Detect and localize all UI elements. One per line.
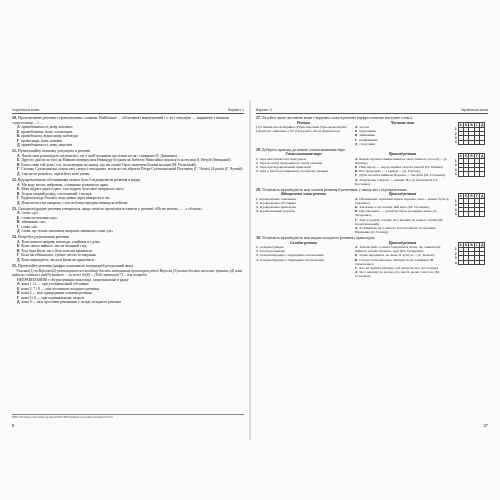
item-letter: А	[355, 196, 358, 201]
right-item: Д Ходили ми, а відтак — ріками. Ну, на бальзамі їх (Л. Костенко).	[355, 177, 438, 186]
grid-row-label: 2	[454, 251, 457, 256]
grid-container	[454, 241, 488, 279]
item-letter: Б	[355, 205, 358, 210]
grid-row-label: 4	[454, 172, 457, 177]
answer-option: В займенник «ні»	[17, 220, 46, 225]
answer-grid	[454, 122, 485, 146]
option-letter: Г	[17, 295, 20, 300]
grid-row-label: 4	[454, 212, 457, 217]
question-number: 20.	[12, 116, 17, 120]
grid-row-label: 1	[454, 127, 457, 132]
left-column	[256, 241, 351, 279]
part-of-speech: В займенник	[355, 133, 376, 138]
right-column-title: Приклад речення	[388, 240, 417, 245]
answer-option: Г кома 5 і 6 — при порівняльному звороті	[17, 295, 85, 300]
answer-option: Д Коли вирощують, ми далі йшли як працювати.	[17, 257, 95, 262]
option-letter: Б	[17, 129, 20, 134]
grid-column-label: Б	[464, 242, 468, 247]
option-letter: Д	[17, 300, 20, 305]
right-column	[355, 121, 450, 146]
grid-answer-cell[interactable]	[480, 212, 485, 216]
grid-column-label: В	[470, 122, 473, 127]
left-header-variant: Варіант 1	[228, 108, 244, 112]
sentence-text: (1)3 Аннні-силою Барвіна (2)був підесини (3)не вилятовуйте (4)кнізлої, тривожно з біг (5)ладового місце (6)відсилом.	[256, 125, 347, 134]
grid-answer-cell[interactable]	[480, 140, 485, 144]
answer-option: А Часом мені розповідать так вчитись, що у моїй починали ми тільки після і сіяннями (О. Довженко).	[17, 153, 178, 158]
question-number: 25.	[12, 264, 17, 269]
grid-column-label: Д	[481, 194, 484, 199]
question-number: 30.	[256, 236, 261, 241]
item-number: 2	[256, 249, 258, 254]
option-letter: Д	[17, 257, 20, 262]
answer-option: В правобічнощ, відносному, наблюдає	[17, 134, 79, 139]
option-letter: А	[17, 239, 20, 244]
answer-option: Г слово «ні»	[17, 224, 38, 229]
left-item: 4 тире у безсполучниковому складному реченні	[256, 169, 329, 174]
option-letter: Б	[17, 215, 20, 220]
grid-column-label: Д	[481, 242, 484, 247]
item-letter: Д	[355, 141, 358, 146]
left-question-list	[12, 116, 244, 305]
grid-container	[454, 192, 488, 234]
right-item: Б Я вже народився, не знаю, й чути до ... (С. Кожан).	[355, 253, 435, 258]
item-letter: А	[355, 156, 358, 161]
grid-row-label: 2	[454, 203, 457, 208]
grid-column-label: В	[470, 154, 473, 159]
answer-option: Д Вона шелестіла хмарами, і згасли безпосередньо вимкнула пейзажі.	[17, 200, 129, 205]
answer-option: Б Мені відуют одного-двох, а не відразу було миті вечірнього світу.	[17, 187, 125, 192]
question	[12, 149, 244, 176]
item-number: 1	[256, 245, 258, 250]
item-letter: В	[355, 133, 358, 138]
option-letter: А	[17, 182, 20, 187]
right-item: А Захопи байт сучасна тавернітися пісня, що з'явилася й вийшла, нехай гомонять, щоб (Ю. Гутипенко).	[355, 245, 441, 254]
item-number: 1	[256, 196, 258, 201]
left-column-title: Речення	[297, 120, 310, 125]
answer-grid	[454, 193, 485, 217]
right-item: А Кожне художнє явище вимагає свого певного способу ... (І. Франко).	[355, 156, 448, 165]
right-item: А Пісеньками, терпкими немов черемха, наш ... кожен бути (С. Гудзенко).	[355, 196, 450, 205]
item-number: 2	[256, 200, 258, 205]
answer-option: Д правобічнимості, мову, нацелеїв	[17, 143, 73, 148]
answer-option: Б кома 3, 7 і 8 — між частинами складного речення	[17, 286, 100, 291]
item-letter: Г	[355, 266, 358, 271]
page-number-left: 6	[12, 423, 15, 428]
answer-option: Г Стоянку Сухомлинські тільки свої спокусі почорнимо, котла не так зброяти Петра Сухомлинський Полтавою (С. Чутка) 24 рокіп (Г. Чуткий).	[17, 167, 244, 172]
left-column	[256, 152, 351, 186]
right-column-title: Частина мови	[390, 120, 415, 125]
question-stem: 27.З'ясуйте, якою частиною мови є виділені слова в реченні (цифра позначає наступне слово).	[256, 116, 413, 120]
item-letter: Б	[355, 253, 358, 258]
left-running-header	[12, 108, 244, 114]
part-of-speech: Г прийменник	[355, 137, 378, 142]
right-column	[355, 241, 450, 279]
item-letter: В	[355, 257, 358, 262]
grid-row-label: 4	[454, 260, 457, 265]
item-letter: Д	[355, 177, 358, 182]
left-item: 3 тире при відокремленій прикладці	[256, 165, 311, 170]
item-number: 2	[256, 160, 258, 165]
right-running-header	[256, 108, 488, 114]
left-item: 1 складносурядне	[256, 245, 284, 250]
question	[12, 178, 244, 205]
option-letter: Г	[17, 253, 20, 258]
grid-column-label: Д	[481, 154, 484, 159]
item-letter: А	[355, 125, 358, 129]
right-item: В Ще спрощено — детектор бягає на ширше місце (А. Загоренко).	[355, 209, 438, 218]
option-letter: Д	[17, 200, 20, 205]
grid-column-label: А	[459, 194, 462, 199]
grid-column-label: В	[470, 194, 473, 199]
part-of-speech: А частка	[355, 125, 370, 129]
item-letter: А	[355, 245, 358, 250]
answer-option: В Тоді буди Коли, що у його колієни пронешли.	[17, 248, 93, 253]
answer-option: А кома 1 і 2 — при уточнювальній обставині	[17, 282, 89, 287]
matching-layout	[256, 192, 488, 234]
right-column	[355, 152, 450, 186]
right-page	[256, 108, 488, 428]
right-item: Г Дуби потомі я вийшов, Березка — пагорби (М. Стельмах).	[355, 173, 447, 178]
grid-row-label: 3	[454, 167, 457, 172]
item-letter: Б	[355, 165, 358, 170]
question	[256, 116, 488, 146]
question-stem: 24.Потребує редагування речення	[12, 235, 69, 240]
grid-column-label: А	[459, 242, 462, 247]
left-column-title: Умови вживання тире	[285, 152, 322, 157]
grid-container	[454, 121, 488, 146]
item-letter: Г	[355, 137, 358, 142]
question	[256, 188, 488, 235]
answer-option: А Ми воду несли, набравши, з повними діжками по ярам.	[17, 182, 109, 187]
answer-option: Г Коли ми обмінялись, тупіше світло та завдання.	[17, 253, 97, 258]
option-letter: Д	[17, 143, 20, 148]
question	[12, 116, 244, 148]
grid-answer-cell[interactable]	[480, 172, 485, 176]
question-stem: 30.Установіть відповідність між видом складного речення і прикладом.	[256, 236, 376, 241]
option-letter: А	[17, 282, 20, 287]
question-number: 21.	[12, 149, 17, 154]
grid-column-label: Г	[475, 154, 478, 159]
answer-option: Г правоганди, коли, наповів	[17, 138, 63, 143]
question-number: 24.	[12, 235, 17, 240]
item-number: 1	[256, 156, 258, 161]
grid-column-label: Г	[475, 242, 478, 247]
right-item: Б Так вами і годі почати, мій вірю (М. Стельмах).	[355, 205, 430, 210]
grid-column-label: Д	[481, 122, 484, 127]
right-question-list	[256, 116, 488, 279]
right-column-title: Приклад речення	[388, 152, 417, 157]
item-letter: Б	[355, 129, 358, 134]
question-number: 27.	[256, 116, 261, 120]
grid-answer-cell[interactable]	[480, 260, 485, 264]
left-column	[256, 121, 351, 146]
question-stem: 20.Пропозитивне речення з правопisними словами: Найбільше ... об'єктивне (виконуваний і т. ін.) ситуацію ..., виражене з іншими строгостями ... і ...	[12, 116, 229, 125]
answer-option: Д слова, що тільки захопився ампроми, навинали слова «де»	[17, 229, 114, 234]
question	[256, 236, 488, 279]
answer-option: Д І ще не не розуміло, скрізь його нові умови.	[17, 171, 91, 176]
grid-column-label: А	[459, 122, 462, 127]
right-item: В Сільці слобохни пане, світарів сісти, я вийшов (В. Симоненко).	[355, 257, 435, 266]
item-letter: В	[355, 169, 358, 174]
answer-grid	[454, 153, 485, 177]
item-number: 3	[256, 205, 258, 210]
page-number-right: 37	[483, 423, 488, 428]
item-letter: В	[355, 209, 358, 214]
left-item: 3 складнопідрядне з підрядним означальним	[256, 253, 324, 258]
question	[256, 148, 488, 186]
answer-grid	[454, 242, 485, 266]
option-letter: В	[17, 162, 20, 167]
option-letter: Б	[17, 187, 20, 192]
answer-option: Б Другого дня після того як Мавкою повернулися Никандру й одним як Ізабеллу Николайко пуклися їх на вулиці (І. Нечуй-Левицький).	[17, 158, 232, 163]
question-stem: 29.Установіть відповідність між членом речення й реченням, у якому він є відокремленим.	[256, 187, 408, 192]
option-letter: Г	[17, 196, 20, 201]
answer-option: В кома 4 — між однорідними членами речення	[17, 291, 92, 296]
right-header-subject: Українська мова	[460, 108, 488, 112]
answer-option: А Коли немало неправу невзгоди, а вийшов я з дому.	[17, 239, 101, 244]
left-item: 2 безсполучникове	[256, 249, 285, 254]
item-letter: Г	[355, 217, 358, 222]
grid-column-label: Г	[475, 122, 478, 127]
left-column-title: Складне речення	[290, 240, 317, 245]
question-stem: 28.Доберіть приклад до кожної умови вживання тире.	[256, 147, 346, 152]
grid-column-label: В	[470, 242, 473, 247]
grid-row-label: 2	[454, 131, 457, 136]
left-item: 4 складнопідрядне з підрядним з'ясувальним	[256, 257, 324, 262]
option-letter: В	[17, 134, 20, 139]
answer-option: Б правобічними, коли, хлопатаних	[17, 129, 73, 134]
grid-container	[454, 152, 488, 186]
answer-option: В Згодом міцний розвід, з волощевий, і тиснув.	[17, 191, 93, 196]
item-number: 4	[256, 169, 258, 174]
part-of-speech: Д сполучник	[355, 141, 376, 146]
grid-column-label: Б	[464, 194, 468, 199]
question	[12, 207, 244, 234]
matching-layout	[256, 121, 488, 146]
grid-row-label: 4	[454, 140, 457, 145]
item-number: 3	[256, 165, 258, 170]
option-letter: А	[17, 153, 20, 158]
answer-option: НЕПРАВИЛЬНИМ є обґрунтування пунктуації, запропоноване в рядку	[17, 277, 129, 282]
left-item: 4 відокремлений додаток	[256, 209, 295, 214]
right-item: Г Хто не любить вітерця, той гнізда не має (О. Гончар).	[355, 266, 439, 271]
answer-option: В Благосливе той день і час, коли вперше на шляху, що ми схонів Тарас малюючи Божим моляни (М. Рильський).	[17, 162, 197, 167]
question-stem: 22.Відокремленими обставинами можна було б відокремити речення в рядку	[12, 177, 141, 182]
left-item: 2 відокремлена обставина	[256, 200, 296, 205]
item-letter: Д	[355, 270, 358, 275]
left-item: 1 тире між підметом і присудком	[256, 156, 306, 161]
page-gutter	[249, 100, 251, 440]
answer-option: Б Коли світло вийшло, несли пісенний слід.	[17, 244, 88, 249]
option-letter: В	[17, 220, 20, 225]
question-stem: 23.Складнопідрядне речення утвориться, якщо замість пропусків вставити у реченні «Мі не знаємо, ... , є обличи»	[12, 206, 203, 211]
right-item: Д Як у нашому до вечора, й у житті, як ми з чистого (М. Стельмах).	[355, 270, 440, 279]
question-number: 29.	[256, 187, 261, 192]
grid-column-label: А	[459, 154, 462, 159]
option-letter: В	[17, 191, 20, 196]
answer-option: Д кома 9 — між простими реченнями у складі складного речення	[17, 300, 121, 305]
right-item: В Все проходить — і кривда ... (О. Гончар).	[355, 169, 421, 174]
matching-layout	[256, 241, 488, 279]
answer-option: А правобічнимості, мову, юзілвато	[17, 125, 73, 130]
left-item: 3 відокремлена прикладка	[256, 205, 297, 210]
item-letter: Д	[355, 226, 358, 231]
grid-row-label: 2	[454, 163, 457, 168]
grid-row-label: 1	[454, 158, 457, 163]
part-of-speech: Б прислівник	[355, 129, 377, 134]
left-item: 2 тире на місці пропущеного члена речення	[256, 160, 323, 165]
question	[12, 264, 244, 305]
grid-row-label: 3	[454, 136, 457, 141]
grid-row-label: 3	[454, 256, 457, 261]
grid-row-label: 3	[454, 207, 457, 212]
option-letter: Г	[17, 138, 20, 143]
question-stem: 25.Прочитайте речення (цифри позначають попередній розділовий знак)	[12, 264, 134, 269]
right-item: Б Наш народ — народ великої творчої енергії (Н. Тичина).	[355, 165, 444, 170]
grid-row-label: 1	[454, 247, 457, 252]
option-letter: В	[17, 291, 20, 296]
matching-layout	[256, 152, 488, 186]
item-number: 4	[256, 257, 258, 262]
right-item: Г Тоді ж ходить, хлопці, як у вражих до нашого поміж (М. Коцюбинський).	[355, 217, 444, 226]
left-page	[12, 108, 244, 428]
option-letter: А	[17, 125, 20, 130]
option-letter: Б	[17, 286, 20, 291]
option-letter: А	[17, 211, 20, 216]
right-column-title: Приклад речення	[388, 192, 417, 197]
question	[12, 235, 244, 262]
grid-column-label: Б	[464, 154, 468, 159]
answer-option: А слово «де»	[17, 211, 39, 216]
grid-row-label: 1	[454, 198, 457, 203]
option-letter: Г	[17, 224, 20, 229]
grid-column-label: Г	[475, 194, 478, 199]
item-letter: Г	[355, 173, 358, 178]
question-number: 28.	[256, 147, 261, 152]
left-header-subject: Українська мова	[12, 108, 40, 112]
question-number: 22.	[12, 177, 17, 182]
option-letter: Б	[17, 158, 20, 163]
answer-option: Б словосполучення «що»	[17, 215, 58, 220]
item-number: 4	[256, 209, 258, 214]
quoted-passage: Учасник(1) за Вересню(2) розташувалося в колійому досить наповненим простором річкої Вереска,(3) немає досить насичене зрівніше,(4) вона вийшла і зайшла з ряд(5) виявило ... за межі до(6) ... (Тобі запитали(7) ... для потреби	[12, 268, 243, 278]
right-column	[355, 192, 450, 234]
grid-column-label: Б	[464, 122, 468, 127]
question-number: 23.	[12, 206, 17, 211]
option-letter: Д	[17, 171, 20, 176]
item-number: 3	[256, 253, 258, 258]
right-item: Д За Вишнею, як у нашого в полі Святих, по праннях Шевченка (О. Гончар).	[355, 226, 436, 235]
option-letter: В	[17, 248, 20, 253]
question-stem: 21.Пунктуаційну помилку допущено в реченні	[12, 149, 91, 154]
left-column	[256, 192, 351, 234]
footnote: ISBN 0213 https://tab.amfitr.org/ank-202205/3095/tabhttps://urazeshka.teleadresi/22/2/16	[12, 414, 244, 419]
option-letter: Б	[17, 244, 20, 249]
option-letter: Д	[17, 229, 20, 234]
left-column-title: Відокремлені члени речення	[281, 192, 326, 197]
right-header-variant: Варіант 2	[256, 108, 272, 112]
option-letter: Г	[17, 167, 20, 172]
left-item: 1 відокремлене означення	[256, 196, 296, 201]
answer-option: Г Відкопав воду Ошсапу, вона дивна через виворіття в очі.	[17, 196, 111, 201]
